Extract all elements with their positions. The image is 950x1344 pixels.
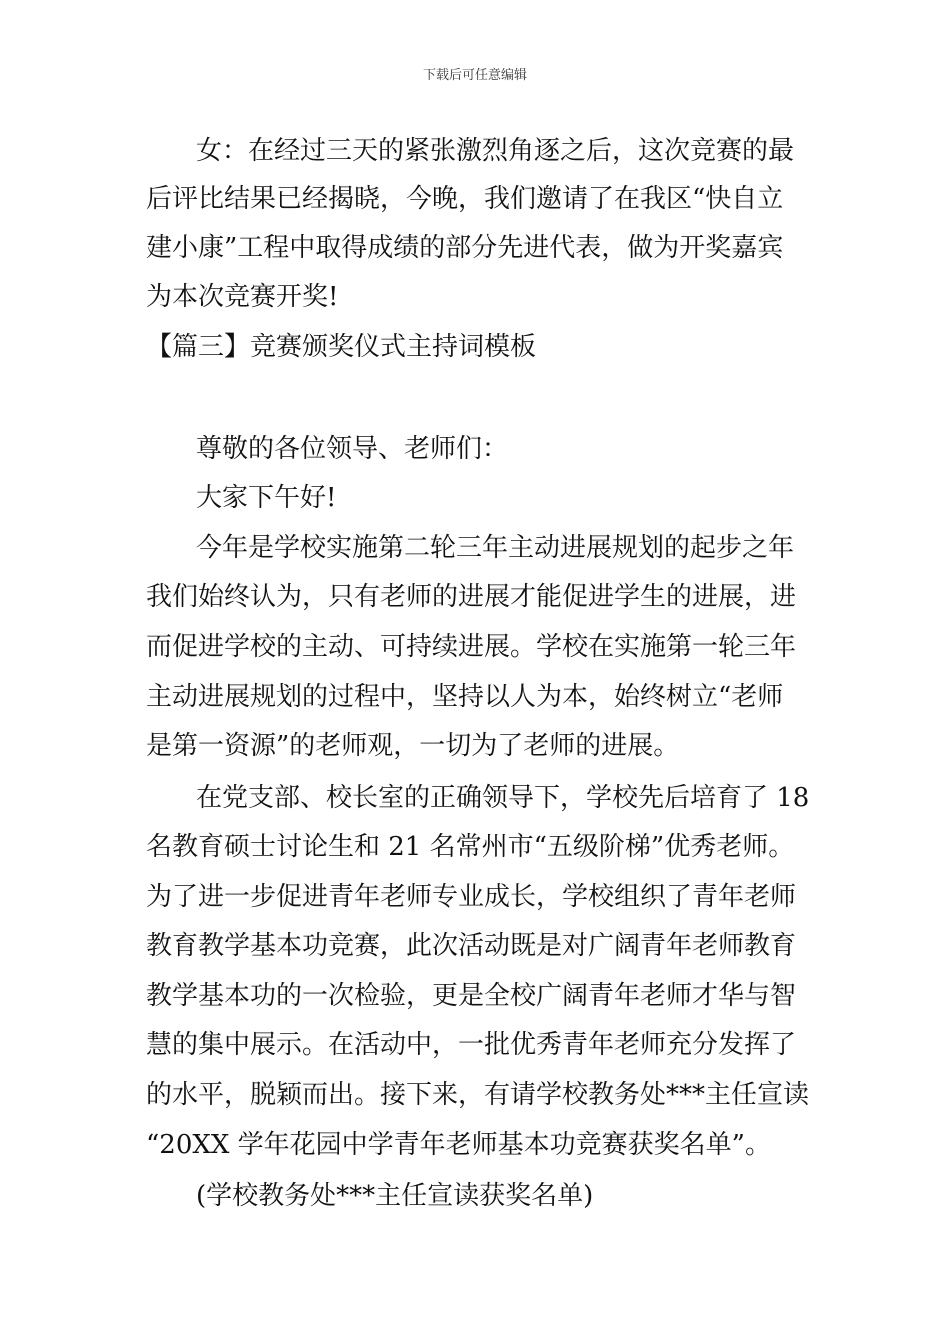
paragraph-line: 建小康”工程中取得成绩的部分先进代表，做为开奖嘉宾 (146, 233, 784, 263)
paragraph-line: 为本次竞赛开奖! (146, 282, 339, 312)
greeting-line: 大家下午好! (196, 483, 337, 513)
paragraph-line: 慧的集中展示。在活动中，一批优秀青年老师充分发挥了 (146, 1030, 797, 1060)
paragraph-line: 而促进学校的主动、可持续进展。学校在实施第一轮三年 (146, 632, 797, 662)
salutation-line: 尊敬的各位领导、老师们： (196, 434, 509, 464)
section-title: 【篇三】竞赛颁奖仪式主持词模板 (146, 332, 537, 362)
paragraph-line: 后评比结果已经揭晓，今晚，我们邀请了在我区“快自立 (146, 184, 784, 214)
paragraph-line: “20XX 学年花园中学青年老师基本功竞赛获奖名单”。 (146, 1130, 771, 1160)
paragraph-line: 主动进展规划的过程中，坚持以人为本，始终树立“老师 (146, 682, 784, 712)
paragraph-line: 名教育硕士讨论生和 21 名常州市“五级阶梯”优秀老师。 (146, 832, 795, 862)
paragraph-line: 教育教学基本功竞赛，此次活动既是对广阔青年老师教育 (146, 931, 797, 961)
paragraph-line: 的水平，脱颖而出。接下来，有请学校教务处***主任宣读 (146, 1080, 810, 1110)
paragraph-line: 在党支部、校长室的正确领导下，学校先后培育了 18 (196, 783, 810, 813)
paragraph-line: 是第一资源”的老师观，一切为了老师的进展。 (146, 731, 680, 761)
paragraph-line: 为了进一步促进青年老师专业成长，学校组织了青年老师 (146, 882, 797, 912)
paragraph-line: 教学基本功的一次检验，更是全校广阔青年老师才华与智 (146, 981, 797, 1011)
paragraph-line: 女：在经过三天的紧张激烈角逐之后，这次竞赛的最 (196, 136, 795, 166)
header-note: 下载后可任意编辑 (422, 68, 527, 83)
stage-direction: (学校教务处***主任宣读获奖名单) (196, 1181, 594, 1211)
paragraph-line: 我们始终认为，只有老师的进展才能促进学生的进展，进 (146, 582, 797, 612)
paragraph-line: 今年是学校实施第二轮三年主动进展规划的起步之年 (196, 533, 795, 563)
